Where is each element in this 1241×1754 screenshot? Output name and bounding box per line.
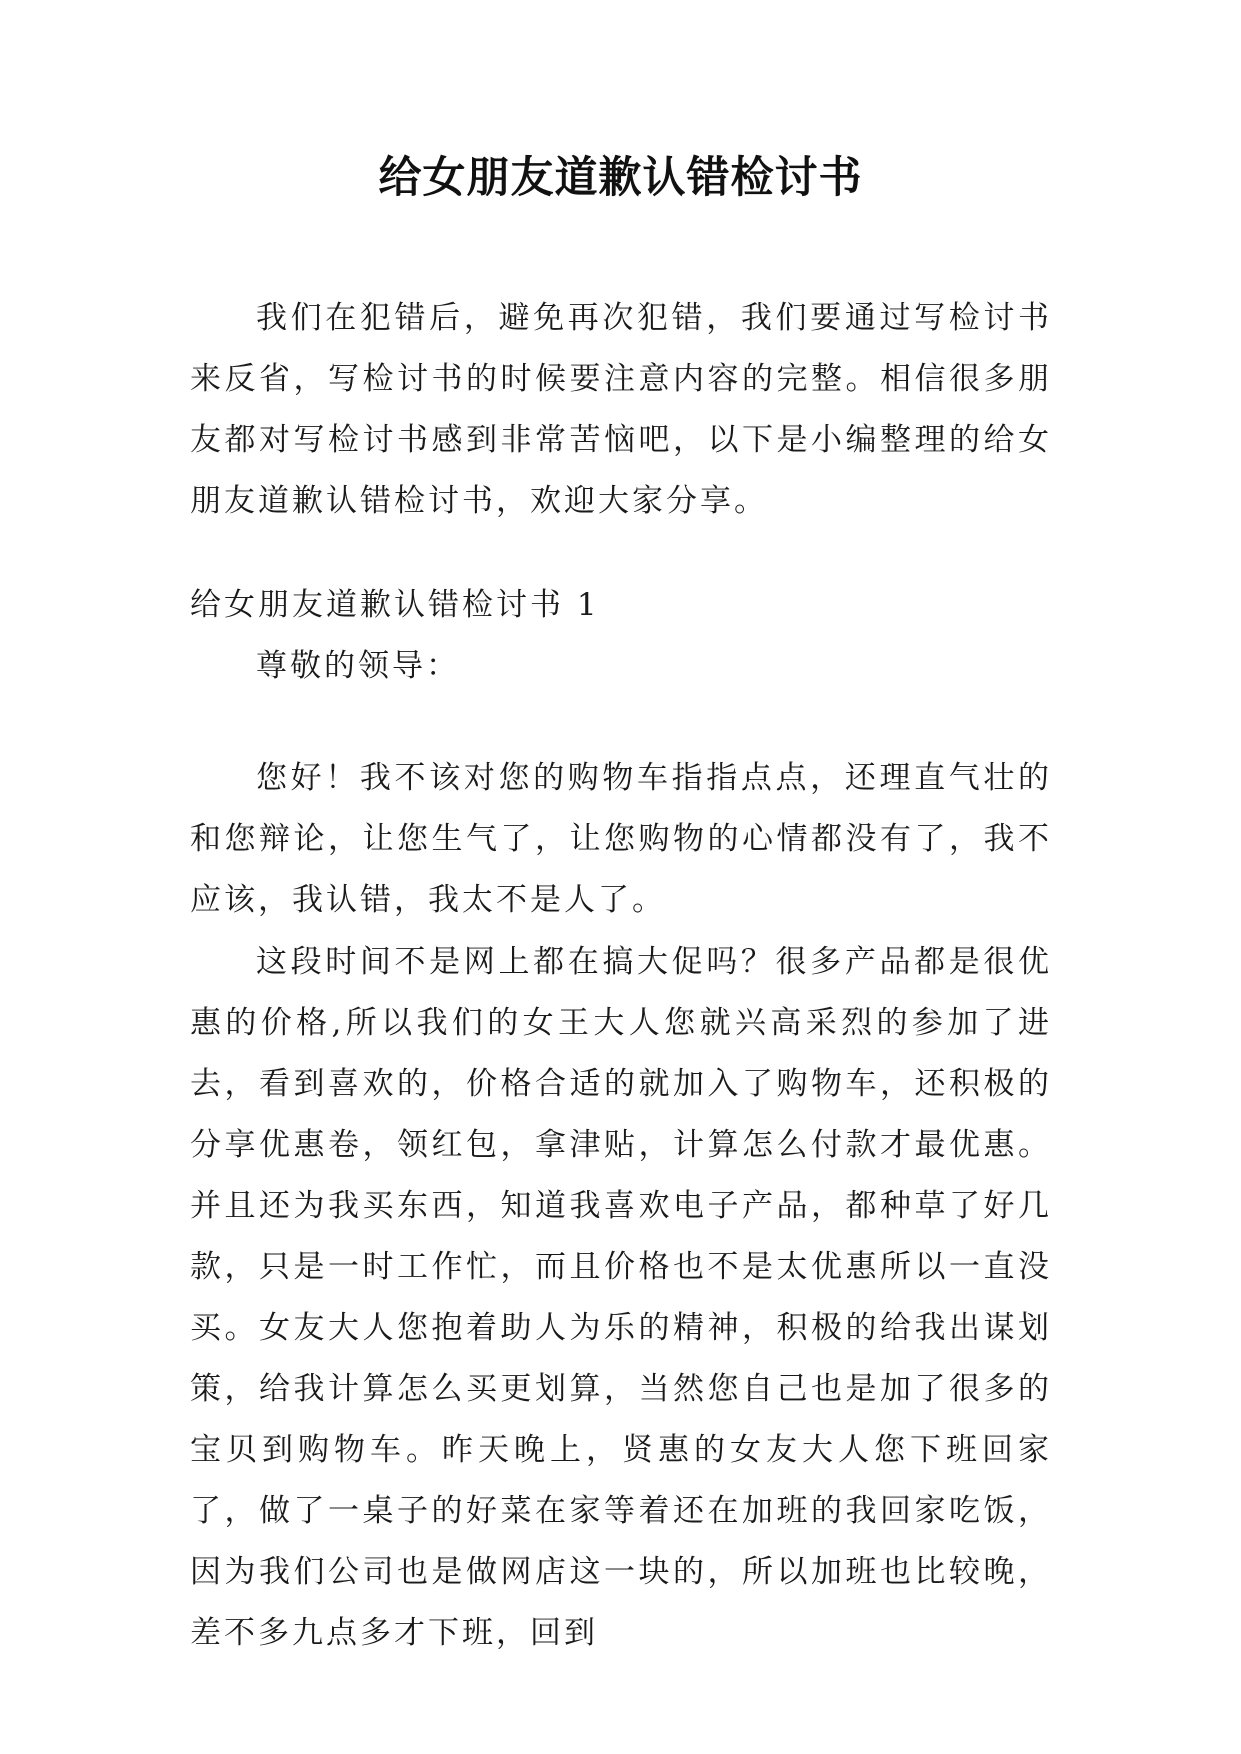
salutation: 尊敬的领导： [256,648,460,684]
document-title: 给女朋友道歉认错检讨书 [378,153,863,203]
body-paragraph: 您好！我不该对您的购物车指指点点，还理直气壮的和您辩论，让您生气了，让您购物的心情都没有了，我不应该，我认错，我太不是人了。 [190,760,1052,918]
section-heading: 给女朋友道歉认错检讨书 1 [190,587,600,623]
intro-paragraph: 我们在犯错后，避免再次犯错，我们要通过写检讨书来反省，写检讨书的时候要注意内容的完整。相信很多朋友都对写检讨书感到非常苦恼吧，以下是小编整理的给女朋友道歉认错检讨书，欢迎大家分享。 [190,300,1052,519]
body-paragraph: 这段时间不是网上都在搞大促吗？很多产品都是很优惠的价格,所以我们的女王大人您就兴高采烈的参加了进去，看到喜欢的，价格合适的就加入了购物车，还积极的分享优惠卷，领红包，拿津贴，计算怎么付款才最优惠。并且还为我买东西，知道我喜欢电子产品，都种草了好几款，只是一时工作忙，而且价格也不是太优惠所以一直没买。女友大人您抱着助人为乐的精神，积极的给我出谋划策，给我计算怎么买更划算，当然您自己也是加了很多的宝贝到购物车。昨天晚上，贤惠的女友大人您下班回家了，做了一桌子的好菜在家等着还在加班的我回家吃饭，因为我们公司也是做网店这一块的，所以加班也比较晚，差不多九点多才下班，回到 [190,944,1052,1651]
